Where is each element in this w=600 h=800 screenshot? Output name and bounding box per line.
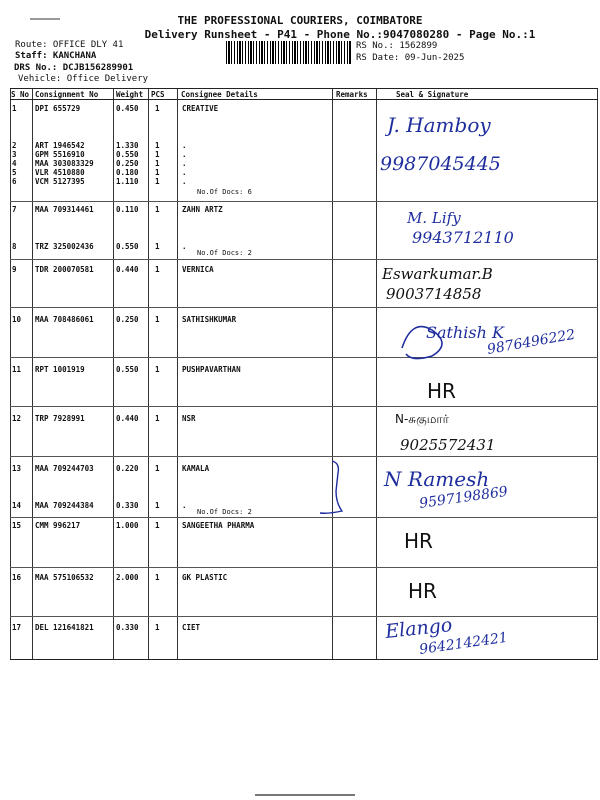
svg-text:9943712110: 9943712110 [412,228,514,247]
svg-text:Sathish K: Sathish K [426,323,504,342]
signature-1-phone [378,150,528,176]
col-weight: Weight [116,90,144,99]
row-consignee: . [182,242,187,251]
row-sno: 15 [12,521,22,530]
row-consignee: GK PLASTIC [182,573,228,582]
row-sno: 16 [12,573,22,582]
row-pcs: 1 [155,464,160,473]
signature-6-phone [398,432,568,456]
signature-10 [384,612,574,660]
svg-text:Eswarkumar.B: Eswarkumar.B [382,265,493,283]
row-consignment: DPI 655729 [35,104,81,113]
row-consignment: ART 1946542 [35,141,85,150]
row-consignee: SANGEETHA PHARMA [182,521,255,530]
row-weight: 0.250 [116,159,139,168]
row-consignee: VERNICA [182,265,214,274]
row-consignment: MAA 708486061 [35,315,94,324]
svg-text:J. Hamboy: J. Hamboy [387,113,491,137]
row-consignee: ZAHN ARTZ [182,205,223,214]
rs-date-label: RS Date: 09-Jun-2025 [356,53,465,63]
svg-text:9003714858: 9003714858 [386,285,482,303]
col-remarks: Remarks [336,90,368,99]
row-pcs: 1 [155,521,160,530]
row-weight: 0.550 [116,365,139,374]
row-sno: 10 [12,315,22,324]
svg-text:Elango: Elango [384,614,454,643]
row-consignee: . [182,168,187,177]
row-pcs: 1 [155,205,160,214]
row-consignee: NSR [182,414,196,423]
row-consignment: MAA 575106532 [35,573,94,582]
row-pcs: 1 [155,141,160,150]
row-weight: 0.330 [116,623,139,632]
svg-text:HR: HR [427,379,456,403]
row-consignment: TRP 7928991 [35,414,85,423]
col-sno: S No [11,90,30,99]
row-weight: 0.180 [116,168,139,177]
docs-count: No.Of Docs: 6 [197,188,252,196]
row-consignee: . [182,159,187,168]
row-sno: 3 [12,150,17,159]
rs-no-label: RS No.: 1562899 [356,41,438,51]
drs-label: DRS No.: DCJB156289901 [14,63,134,73]
svg-text:HR: HR [408,579,437,603]
row-sno: 12 [12,414,22,423]
row-sno: 2 [12,141,17,150]
row-pcs: 1 [155,177,160,186]
row-consignment: TRZ 325002436 [35,242,94,251]
row-sno: 11 [12,365,22,374]
row-weight: 0.550 [116,242,139,251]
row-consignment: MAA 709244703 [35,464,94,473]
row-weight: 0.440 [116,414,139,423]
footer-mark [255,794,355,796]
remarks-bracket-mark [318,457,348,517]
row-consignee: CREATIVE [182,104,219,113]
row-sno: 9 [12,265,17,274]
row-sno: 13 [12,464,22,473]
row-pcs: 1 [155,159,160,168]
svg-text:9597198869: 9597198869 [418,483,509,512]
row-weight: 0.450 [116,104,139,113]
row-weight: 0.330 [116,501,139,510]
col-pcs: PCS [151,90,165,99]
row-consignment: MAA 303083329 [35,159,94,168]
svg-text:M. Lify: M. Lify [407,209,461,227]
signature-2-phone [410,224,540,248]
row-consignee: . [182,501,187,510]
signature-1 [385,112,535,138]
row-pcs: 1 [155,365,160,374]
row-consignee: SATHISHKUMAR [182,315,237,324]
row-weight: 0.250 [116,315,139,324]
row-weight: 1.000 [116,521,139,530]
row-pcs: 1 [155,242,160,251]
svg-text:N Ramesh: N Ramesh [384,467,490,491]
row-consignment: GPM 5516910 [35,150,85,159]
row-sno: 6 [12,177,17,186]
row-consignment: TDR 200070581 [35,265,94,274]
row-consignee: PUSHPAVARTHAN [182,365,241,374]
row-weight: 0.440 [116,265,139,274]
row-consignment: MAA 709244384 [35,501,94,510]
row-pcs: 1 [155,414,160,423]
svg-text:9876496222: 9876496222 [485,326,577,358]
company-title: THE PROFESSIONAL COURIERS, COIMBATORE [177,14,423,27]
svg-text:9987045445: 9987045445 [380,153,501,175]
signature-4 [392,308,592,366]
col-consignment: Consignment No [35,90,99,99]
row-weight: 1.110 [116,177,139,186]
row-pcs: 1 [155,104,160,113]
vehicle-label: Vehicle: Office Delivery [18,74,149,84]
row-pcs: 1 [155,623,160,632]
signature-3 [380,262,540,284]
route-label: Route: OFFICE DLY 41 [15,40,124,50]
docs-count: No.Of Docs: 2 [197,249,252,257]
row-consignment: RPT 1001919 [35,365,85,374]
svg-text:9025572431: 9025572431 [400,436,496,454]
runsheet-title: Delivery Runsheet - P41 - Phone No.:9047080280 - Page No.:1 [144,28,536,41]
signature-7 [380,458,540,514]
barcode-image [226,41,351,64]
row-weight: 0.110 [116,205,139,214]
row-consignment: VLR 4510880 [35,168,85,177]
row-sno: 8 [12,242,17,251]
signature-5 [425,376,485,404]
row-consignee: CIET [182,623,201,632]
row-sno: 4 [12,159,17,168]
row-weight: 2.000 [116,573,139,582]
col-consignee: Consignee Details [181,90,258,99]
row-consignee: KAMALA [182,464,210,473]
row-weight: 1.330 [116,141,139,150]
row-pcs: 1 [155,150,160,159]
row-pcs: 1 [155,501,160,510]
row-consignee: . [182,141,187,150]
row-pcs: 1 [155,315,160,324]
row-consignment: VCM 5127395 [35,177,85,186]
col-signature: Seal & Signature [396,90,469,99]
row-pcs: 1 [155,573,160,582]
row-sno: 1 [12,104,17,113]
row-pcs: 1 [155,168,160,177]
row-weight: 0.220 [116,464,139,473]
svg-text:HR: HR [404,529,433,553]
row-pcs: 1 [155,265,160,274]
signature-6 [393,408,563,428]
svg-text:N-சுகுமார்: N-சுகுமார் [395,412,449,426]
signature-9 [406,576,466,604]
row-consignee: . [182,150,187,159]
row-consignment: CMM 996217 [35,521,81,530]
svg-text:9642142421: 9642142421 [418,629,509,658]
signature-8 [402,526,462,554]
row-sno: 14 [12,501,22,510]
row-sno: 17 [12,623,22,632]
staff-label: Staff: KANCHANA [15,51,97,61]
row-sno: 7 [12,205,17,214]
docs-count: No.Of Docs: 2 [197,508,252,516]
row-consignee: . [182,177,187,186]
row-consignment: MAA 709314461 [35,205,94,214]
row-weight: 0.550 [116,150,139,159]
row-consignment: DEL 121641821 [35,623,94,632]
row-sno: 5 [12,168,17,177]
signature-3-phone [384,282,544,304]
